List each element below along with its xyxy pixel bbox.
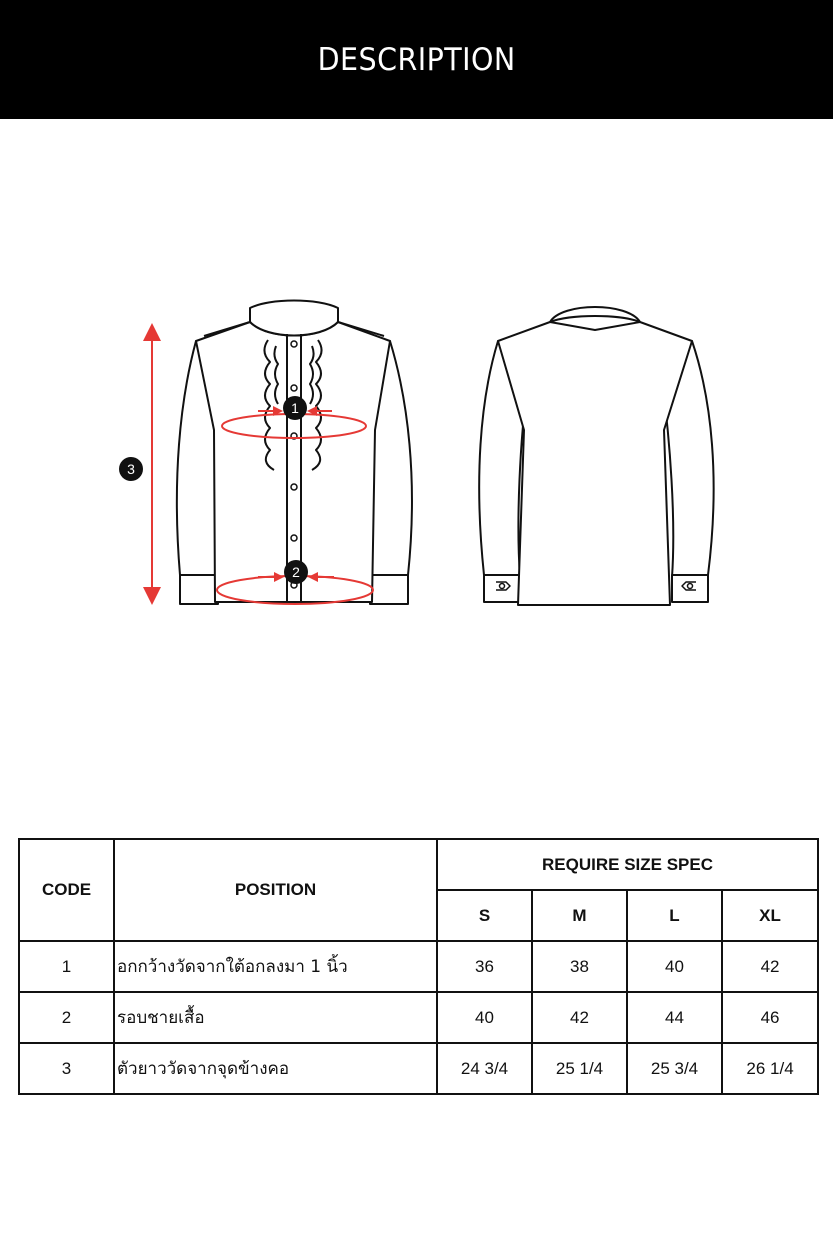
table-row <box>19 941 818 992</box>
row-value-s: 36 <box>437 941 532 992</box>
row-position: ตัวยาววัดจากจุดข้างคอ <box>114 1043 437 1094</box>
row-position: รอบชายเสื้อ <box>114 992 437 1043</box>
table-row <box>19 1043 818 1094</box>
shirt-illustration <box>0 119 833 819</box>
measure-length <box>119 323 161 605</box>
col-header-size-l: L <box>627 890 722 941</box>
marker-3: 3 <box>127 461 135 477</box>
row-code: 1 <box>19 941 114 992</box>
row-value-l: 44 <box>627 992 722 1043</box>
page-header <box>0 0 833 119</box>
row-value-m: 25 1/4 <box>532 1043 627 1094</box>
marker-1: 1 <box>291 400 299 416</box>
row-position: อกกว้างวัดจากใต้อกลงมา 1 นิ้ว <box>114 941 437 992</box>
row-value-m: 42 <box>532 992 627 1043</box>
col-header-size-xl: XL <box>722 890 818 941</box>
row-value-l: 40 <box>627 941 722 992</box>
col-header-position: POSITION <box>114 839 437 941</box>
row-value-xl: 42 <box>722 941 818 992</box>
marker-2: 2 <box>292 564 300 580</box>
row-value-l: 25 3/4 <box>627 1043 722 1094</box>
row-value-xl: 26 1/4 <box>722 1043 818 1094</box>
page-title: DESCRIPTION <box>317 41 516 78</box>
col-header-size-s: S <box>437 890 532 941</box>
size-spec-table <box>18 838 819 1095</box>
col-header-size-m: M <box>532 890 627 941</box>
row-value-s: 40 <box>437 992 532 1043</box>
col-header-size-spec: REQUIRE SIZE SPEC <box>437 839 818 890</box>
table-row <box>19 992 818 1043</box>
row-code: 2 <box>19 992 114 1043</box>
shirt-back-view <box>479 307 713 605</box>
col-header-code: CODE <box>19 839 114 941</box>
row-value-xl: 46 <box>722 992 818 1043</box>
row-code: 3 <box>19 1043 114 1094</box>
row-value-s: 24 3/4 <box>437 1043 532 1094</box>
row-value-m: 38 <box>532 941 627 992</box>
